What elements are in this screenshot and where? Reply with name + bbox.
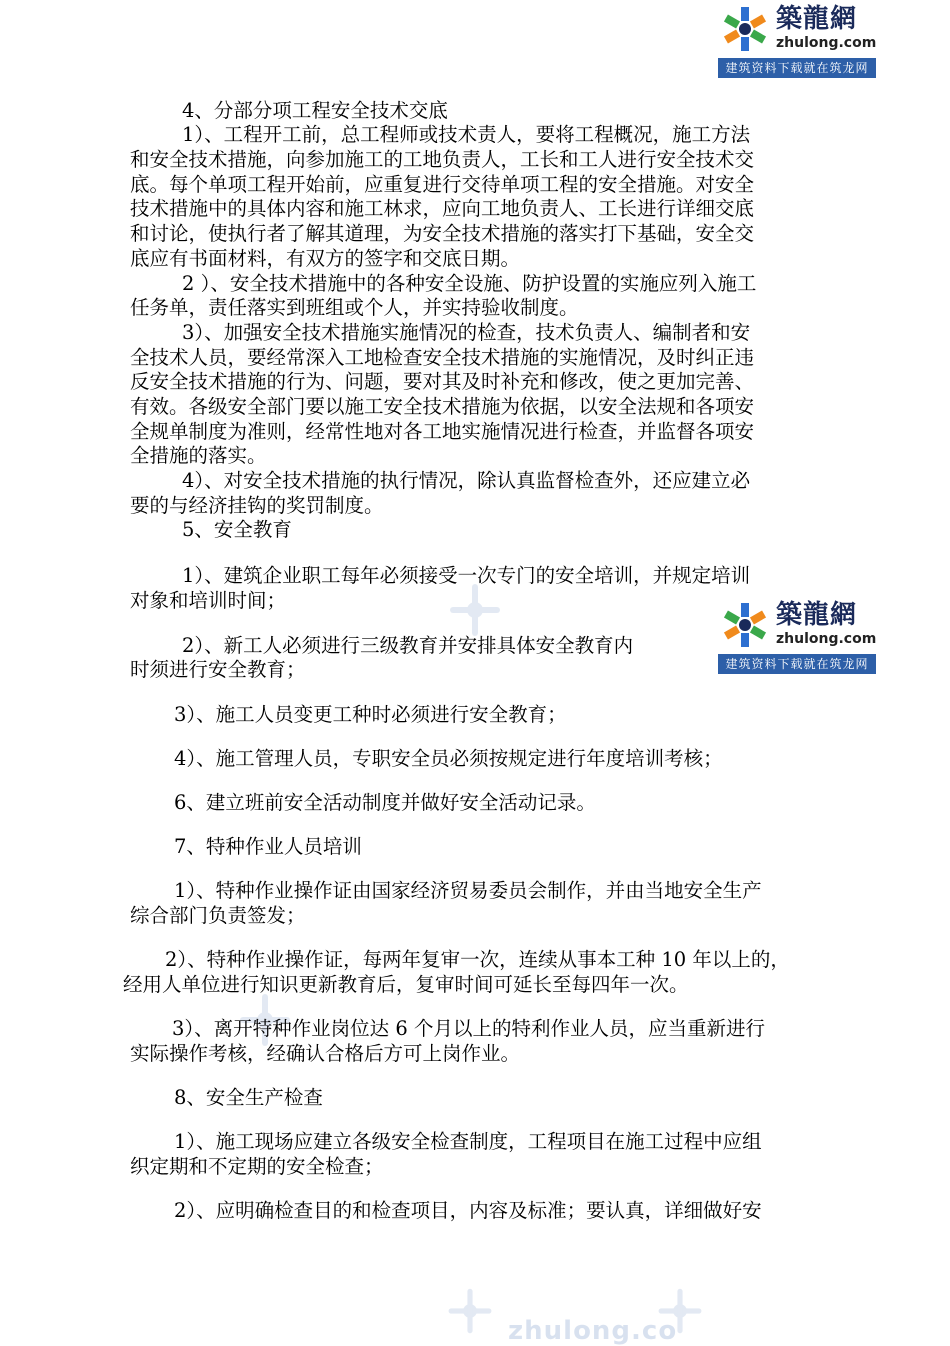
paragraph-line: 底应有书面材料，有双方的签字和交底日期。 — [130, 247, 521, 270]
paragraph-line: 1）、工程开工前，总工程师或技术责人，要将工程概况，施工方法 — [182, 123, 751, 146]
paragraph-line: 反安全技术措施的行为、问题，要对其及时补充和修改，使之更加完善、 — [130, 370, 755, 393]
snowflake-logo-icon — [720, 4, 770, 54]
paragraph-line: 2）、特种作业操作证，每两年复审一次，连续从事本工种 10 年以上的， — [165, 948, 790, 971]
watermark-snowflake-icon — [440, 1285, 500, 1337]
paragraph-line: 1）、建筑企业职工每年必须接受一次专门的安全培训，并规定培训 — [182, 564, 751, 587]
logo-name: 築龍網 — [776, 600, 858, 630]
paragraph-line: 4）、施工管理人员，专职安全员必须按规定进行年度培训考核； — [174, 747, 723, 770]
paragraph-line: 3）、加强安全技术措施实施情况的检查，技术负责人、编制者和安 — [182, 321, 751, 344]
paragraph-line: 实际操作考核，经确认合格后方可上岗作业。 — [130, 1042, 521, 1065]
zhulong-logo — [718, 0, 876, 82]
paragraph-line: 1）、特种作业操作证由国家经济贸易委员会制作，并由当地安全生产 — [174, 879, 762, 902]
paragraph-line: 4）、对安全技术措施的执行情况，除认真监督检查外，还应建立必 — [182, 469, 751, 492]
paragraph-line: 3）、离开特种作业岗位达 6 个月以上的特利作业人员，应当重新进行 — [172, 1017, 765, 1040]
logo-domain: zhulong.com — [776, 35, 877, 51]
paragraph-line: 1）、施工现场应建立各级安全检查制度，工程项目在施工过程中应组 — [174, 1130, 762, 1153]
section-heading: 8、安全生产检查 — [174, 1086, 323, 1109]
paragraph-line: 全技术人员，要经常深入工地检查安全技术措施的实施情况，及时纠正违 — [130, 346, 755, 369]
paragraph-line: 时须进行安全教育； — [130, 658, 306, 681]
paragraph-line: 要的与经济挂钩的奖罚制度。 — [130, 494, 384, 517]
paragraph-line: 全规单制度为准则，经常性地对各工地实施情况进行检查，并监督各项安 — [130, 420, 755, 443]
snowflake-logo-icon — [720, 600, 770, 650]
section-heading: 5、安全教育 — [182, 518, 292, 541]
section-heading: 6、建立班前安全活动制度并做好安全活动记录。 — [174, 791, 596, 814]
paragraph-line: 全措施的落实。 — [130, 444, 267, 467]
watermark-text: zhulong.co — [508, 1316, 678, 1346]
watermark-snowflake-icon — [440, 580, 510, 640]
paragraph-line: 有效。各级安全部门要以施工安全技术措施为依据，以安全法规和各项安 — [130, 395, 755, 418]
logo-domain: zhulong.com — [776, 631, 877, 647]
paragraph-line: 技术措施中的具体内容和施工林求，应向工地负责人、工长进行详细交底 — [130, 197, 755, 220]
paragraph-line: 任务单，责任落实到班组或个人，并实持验收制度。 — [130, 296, 579, 319]
logo-slogan: 建筑资料下载就在筑龙网 — [718, 654, 876, 674]
paragraph-line: 对象和培训时间； — [130, 589, 287, 612]
paragraph-line: 和安全技术措施，向参加施工的工地负责人，工长和工人进行安全技术交 — [130, 148, 755, 171]
paragraph-line: 底。每个单项工程开始前，应重复进行交待单项工程的安全措施。对安全 — [130, 173, 755, 196]
logo-slogan: 建筑资料下载就在筑龙网 — [718, 58, 876, 78]
zhulong-logo — [718, 596, 876, 678]
paragraph-line: 2 ）、安全技术措施中的各种安全设施、防护设置的实施应列入施工 — [182, 272, 757, 295]
section-heading: 4、分部分项工程安全技术交底 — [182, 99, 448, 122]
paragraph-line: 2）、应明确检查目的和检查项目，内容及标准；要认真，详细做好安 — [174, 1199, 762, 1222]
paragraph-line: 3）、施工人员变更工种时必须进行安全教育； — [174, 703, 567, 726]
paragraph-line: 2）、新工人必须进行三级教育并安排具体安全教育内 — [182, 634, 634, 657]
paragraph-line: 经用人单位进行知识更新教育后，复审时间可延长至每四年一次。 — [123, 973, 689, 996]
section-heading: 7、特种作业人员培训 — [174, 835, 362, 858]
paragraph-line: 和讨论，使执行者了解其道理，为安全技术措施的落实打下基础，安全交 — [130, 222, 755, 245]
logo-name: 築龍網 — [776, 4, 858, 34]
paragraph-line: 织定期和不定期的安全检查； — [130, 1155, 384, 1178]
paragraph-line: 综合部门负责签发； — [130, 904, 306, 927]
